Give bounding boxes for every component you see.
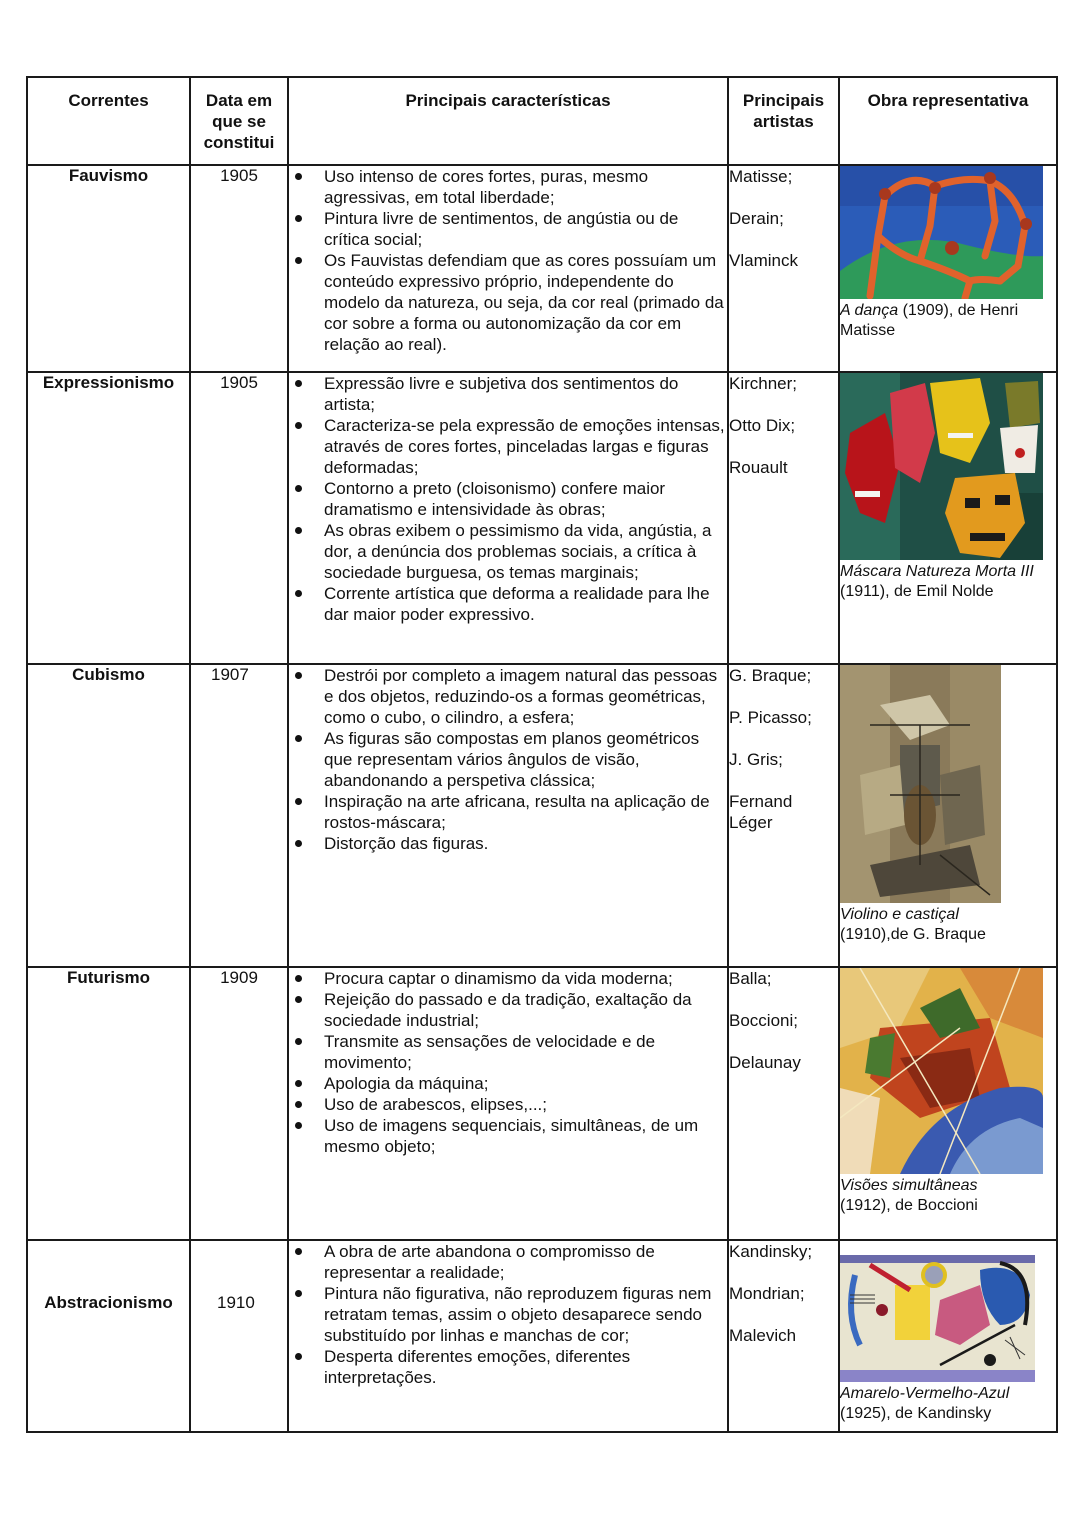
work-caption	[840, 905, 1056, 945]
list-item: Corrente artística que deforma a realidade para lhe dar maior poder expressivo.	[289, 583, 727, 625]
artist-name: Rouault	[729, 458, 788, 477]
braque-violin-painting	[840, 665, 1001, 903]
characteristics-cell	[288, 967, 728, 1240]
nolde-masks-painting	[840, 373, 1043, 560]
work-cell	[839, 967, 1057, 1240]
movement-name: Futurismo	[27, 967, 190, 1240]
artists-cell	[728, 967, 839, 1240]
list-item: Desperta diferentes emoções, diferentes interpretações.	[289, 1346, 727, 1388]
work-details: (1910),de G. Braque	[840, 926, 986, 943]
table-row-fauvismo	[27, 165, 1057, 372]
boccioni-visions-painting	[840, 968, 1043, 1174]
movement-date: 1905	[190, 372, 288, 664]
characteristics-list	[289, 968, 727, 1157]
characteristics-list	[289, 1241, 727, 1388]
header-movement: Correntes	[27, 77, 190, 165]
artist-name: J. Gris;	[729, 750, 783, 769]
list-item: Contorno a preto (cloisonismo) confere maior dramatismo e intensividade às obras;	[289, 478, 727, 520]
movement-date: 1910	[190, 1240, 288, 1432]
work-caption	[840, 1176, 1056, 1216]
header-artists: Principais artistas	[728, 77, 839, 165]
list-item: As obras exibem o pessimismo da vida, angústia, a dor, a denúncia dos problemas sociais, a crítica à sociedade burguesa, os temas marginais;	[289, 520, 727, 583]
work-cell	[839, 165, 1057, 372]
artist-name: Vlaminck	[729, 251, 798, 270]
artist-name: Fernand Léger	[729, 792, 793, 832]
work-details: (1911), de Emil Nolde	[840, 583, 994, 600]
list-item: Expressão livre e subjetiva dos sentimentos do artista;	[289, 373, 727, 415]
list-item: Pintura não figurativa, não reproduzem figuras nem retratam temas, assim o objeto desaparece sendo substituído por linhas e manchas de cor;	[289, 1283, 727, 1346]
characteristics-list	[289, 373, 727, 625]
artist-name: Delaunay	[729, 1053, 801, 1072]
work-details: (1909), de Henri Matisse	[840, 302, 1019, 339]
artists-cell	[728, 165, 839, 372]
header-work: Obra representativa	[839, 77, 1057, 165]
header-date: Data em que se constitui	[190, 77, 288, 165]
work-caption	[840, 301, 1056, 341]
table-row-abstracionismo	[27, 1240, 1057, 1432]
artist-name: Otto Dix;	[729, 416, 796, 435]
work-details: (1912), de Boccioni	[840, 1197, 978, 1214]
work-title: Amarelo-Vermelho-Azul	[840, 1385, 1010, 1402]
list-item: Os Fauvistas defendiam que as cores possuíam um conteúdo expressivo próprio, independente do modelo da natureza, ou seja, da cor real (primado da cor sobre a forma ou autonomização da cor em relação ao real).	[289, 250, 727, 355]
list-item: Uso de arabescos, elipses,...;	[289, 1094, 727, 1115]
movement-name: Expressionismo	[27, 372, 190, 664]
characteristics-cell	[288, 664, 728, 967]
artist-name: Balla;	[729, 969, 772, 988]
header-characteristics: Principais características	[288, 77, 728, 165]
movement-name: Cubismo	[27, 664, 190, 967]
movement-name: Fauvismo	[27, 165, 190, 372]
movement-date: 1909	[190, 967, 288, 1240]
work-title: Visões simultâneas	[840, 1177, 978, 1194]
list-item: Uso de imagens sequenciais, simultâneas, de um mesmo objeto;	[289, 1115, 727, 1157]
work-cell	[839, 1240, 1057, 1432]
artists-cell	[728, 1240, 839, 1432]
table-row-futurismo	[27, 967, 1057, 1240]
list-item: Transmite as sensações de velocidade e de movimento;	[289, 1031, 727, 1073]
list-item: Pintura livre de sentimentos, de angústia ou de crítica social;	[289, 208, 727, 250]
movement-name: Abstracionismo	[27, 1240, 190, 1432]
characteristics-list	[289, 665, 727, 854]
artist-name: Kandinsky;	[729, 1242, 813, 1261]
work-caption	[840, 1384, 1056, 1424]
artists-cell	[728, 664, 839, 967]
artist-name: Kirchner;	[729, 374, 798, 393]
work-title: A dança	[840, 302, 899, 319]
characteristics-cell	[288, 165, 728, 372]
list-item: A obra de arte abandona o compromisso de representar a realidade;	[289, 1241, 727, 1283]
work-cell	[839, 372, 1057, 664]
work-title: Violino e castiçal	[840, 906, 959, 923]
work-cell	[839, 664, 1057, 967]
list-item: Uso intenso de cores fortes, puras, mesmo agressivas, em total liberdade;	[289, 166, 727, 208]
work-caption	[840, 562, 1056, 602]
kandinsky-yellow-red-blue-painting	[840, 1255, 1035, 1382]
list-item: Distorção das figuras.	[289, 833, 727, 854]
characteristics-list	[289, 166, 727, 355]
movement-date: 1907	[190, 664, 288, 967]
artist-name: Matisse;	[729, 167, 793, 186]
movement-date: 1905	[190, 165, 288, 372]
table-row-cubismo	[27, 664, 1057, 967]
work-title: Máscara Natureza Morta III	[840, 563, 1034, 580]
list-item: Apologia da máquina;	[289, 1073, 727, 1094]
list-item: Rejeição do passado e da tradição, exaltação da sociedade industrial;	[289, 989, 727, 1031]
list-item: Destrói por completo a imagem natural das pessoas e dos objetos, reduzindo-os a formas geométricas, como o cubo, o cilindro, a esfera;	[289, 665, 727, 728]
list-item: As figuras são compostas em planos geométricos que representam vários ângulos de visão, abandonando a perspetiva clássica;	[289, 728, 727, 791]
work-details: (1925), de Kandinsky	[840, 1405, 992, 1422]
table-row-expressionismo	[27, 372, 1057, 664]
artist-name: Malevich	[729, 1326, 797, 1345]
characteristics-cell	[288, 1240, 728, 1432]
characteristics-cell	[288, 372, 728, 664]
list-item: Procura captar o dinamismo da vida moderna;	[289, 968, 727, 989]
table-header-row	[27, 77, 1057, 165]
artist-name: Mondrian;	[729, 1284, 805, 1303]
list-item: Inspiração na arte africana, resulta na aplicação de rostos-máscara;	[289, 791, 727, 833]
list-item: Caracteriza-se pela expressão de emoções intensas, através de cores fortes, pinceladas largas e figuras deformadas;	[289, 415, 727, 478]
matisse-dance-painting	[840, 166, 1043, 299]
artist-name: G. Braque;	[729, 666, 812, 685]
artist-name: Derain;	[729, 209, 784, 228]
artist-name: Boccioni;	[729, 1011, 798, 1030]
art-movements-table	[26, 76, 1058, 1433]
artists-cell	[728, 372, 839, 664]
artist-name: P. Picasso;	[729, 708, 812, 727]
